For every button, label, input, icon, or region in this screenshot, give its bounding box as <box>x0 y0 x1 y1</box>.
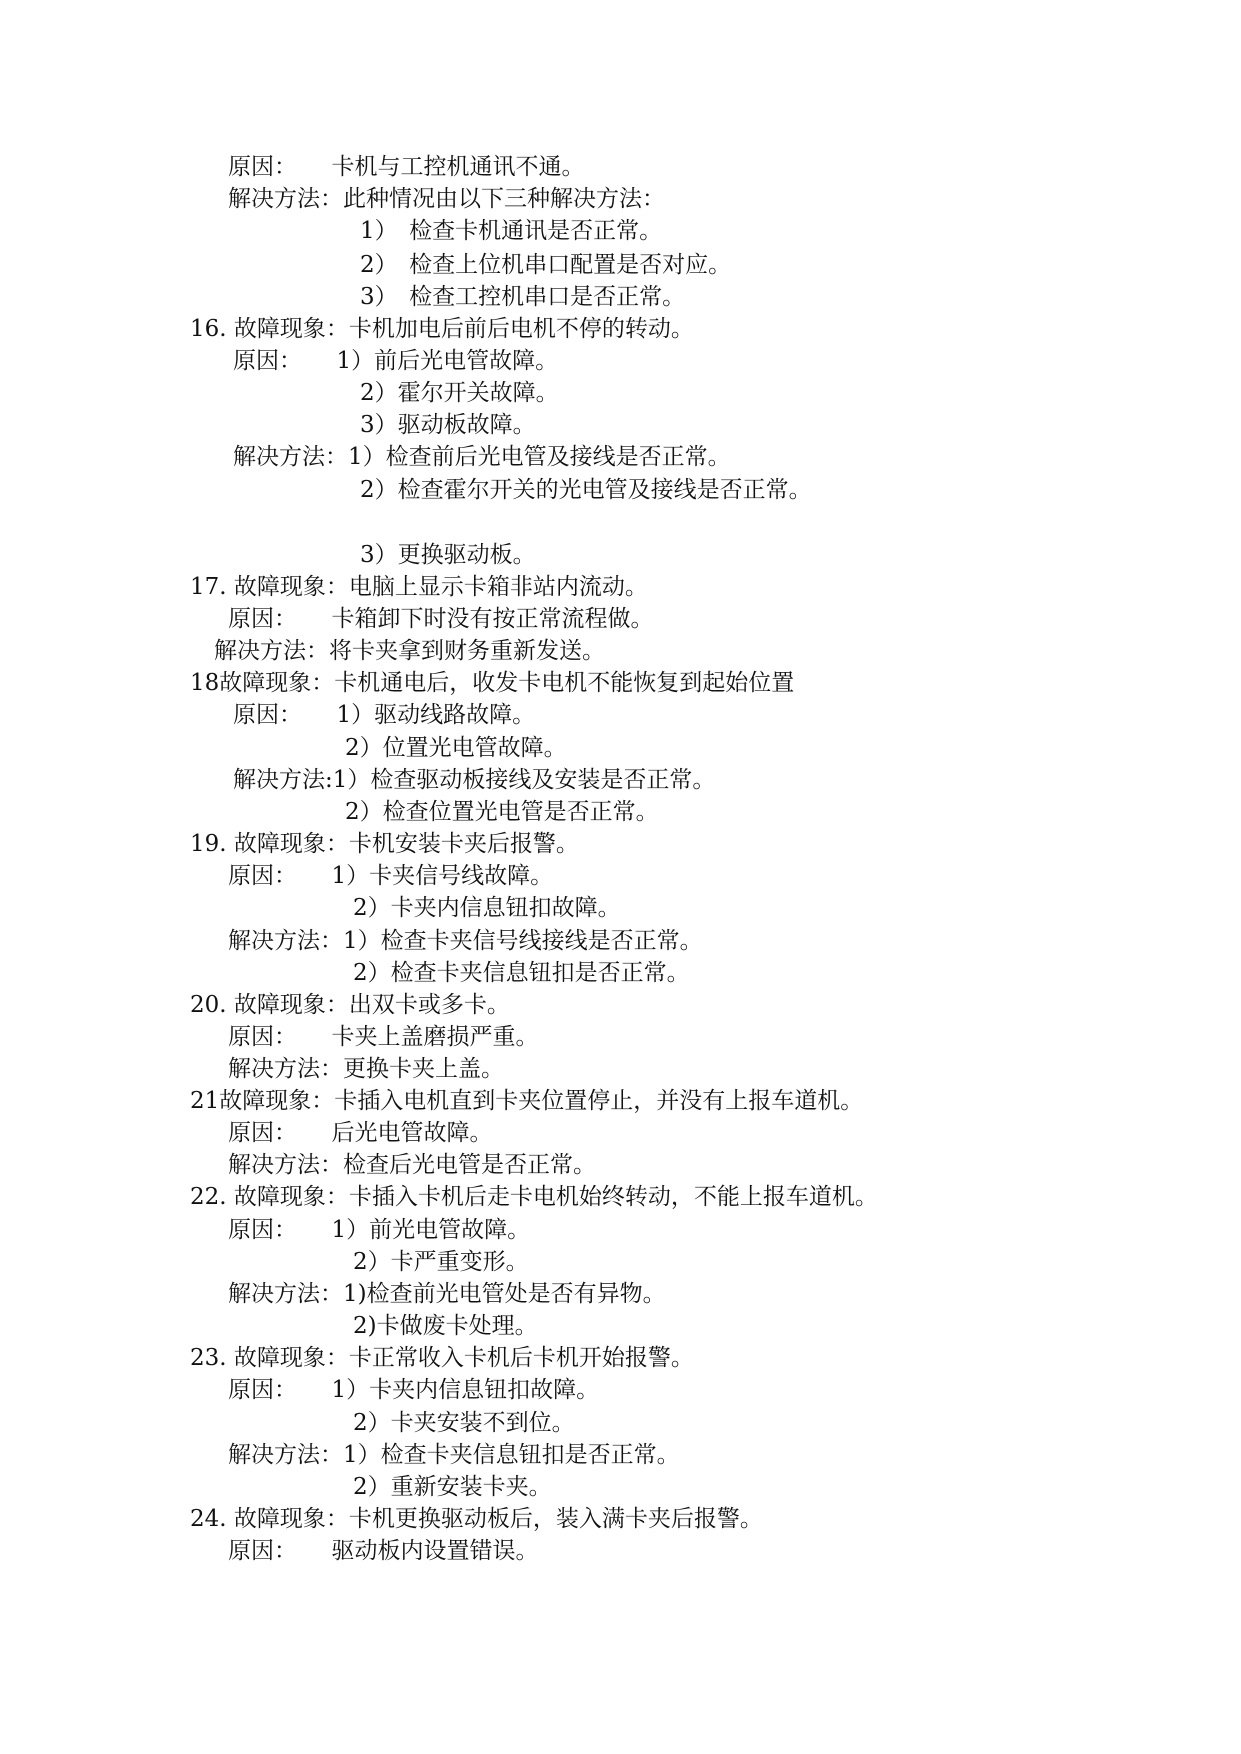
text-line: 原因： 卡夹上盖磨损严重。 <box>228 1024 539 1050</box>
text-line: 解决方法：1）检查前后光电管及接线是否正常。 <box>233 444 731 470</box>
text-line: 2）卡严重变形。 <box>353 1249 529 1275</box>
text-line: 解决方法：1）检查卡夹信号线接线是否正常。 <box>228 928 703 954</box>
text-line: 22. 故障现象：卡插入卡机后走卡电机始终转动，不能上报车道机。 <box>190 1184 878 1210</box>
text-line: 2）重新安装卡夹。 <box>353 1474 552 1500</box>
text-line: 3）驱动板故障。 <box>360 412 536 438</box>
text-line: 3） 检查工控机串口是否正常。 <box>360 284 686 310</box>
text-line: 原因： 卡箱卸下时没有按正常流程做。 <box>228 606 654 632</box>
text-line: 2）卡夹安装不到位。 <box>353 1410 575 1436</box>
text-line: 20. 故障现象：出双卡或多卡。 <box>190 992 510 1018</box>
text-line: 2）检查霍尔开关的光电管及接线是否正常。 <box>360 477 812 503</box>
text-line: 3）更换驱动板。 <box>360 542 536 568</box>
text-line: 1） 检查卡机通讯是否正常。 <box>360 218 663 244</box>
text-line: 原因： 卡机与工控机通讯不通。 <box>228 154 585 180</box>
text-line: 2） 检查上位机串口配置是否对应。 <box>360 252 732 278</box>
text-line: 2）霍尔开关故障。 <box>360 380 559 406</box>
text-line: 21故障现象：卡插入电机直到卡夹位置停止，并没有上报车道机。 <box>190 1088 864 1114</box>
text-line: 原因： 驱动板内设置错误。 <box>228 1538 539 1564</box>
text-line: 2）卡夹内信息钮扣故障。 <box>353 895 621 921</box>
text-line: 2）检查卡夹信息钮扣是否正常。 <box>353 960 690 986</box>
text-line: 2）检查位置光电管是否正常。 <box>345 799 659 825</box>
text-line: 2)卡做废卡处理。 <box>353 1313 538 1339</box>
text-line: 23. 故障现象：卡正常收入卡机后卡机开始报警。 <box>190 1345 694 1371</box>
text-line: 解决方法：检查后光电管是否正常。 <box>228 1152 596 1178</box>
text-line: 解决方法：1)检查前光电管处是否有异物。 <box>228 1281 666 1307</box>
text-line: 18故障现象：卡机通电后，收发卡电机不能恢复到起始位置 <box>190 670 795 696</box>
text-line: 解决方法：将卡夹拿到财务重新发送。 <box>214 638 605 664</box>
text-line: 17. 故障现象：电脑上显示卡箱非站内流动。 <box>190 574 648 600</box>
text-line: 原因： 1）卡夹信号线故障。 <box>228 863 554 889</box>
text-line: 24. 故障现象：卡机更换驱动板后，装入满卡夹后报警。 <box>190 1506 763 1532</box>
text-line: 原因： 后光电管故障。 <box>228 1120 493 1146</box>
text-line: 2）位置光电管故障。 <box>345 735 567 761</box>
text-line: 原因： 1）前光电管故障。 <box>228 1217 531 1243</box>
text-line: 解决方法：此种情况由以下三种解决方法： <box>228 186 665 212</box>
text-line: 解决方法:1）检查驱动板接线及安装是否正常。 <box>233 767 716 793</box>
text-line: 原因： 1）卡夹内信息钮扣故障。 <box>228 1377 600 1403</box>
text-line: 解决方法：更换卡夹上盖。 <box>228 1056 504 1082</box>
text-line: 原因： 1）驱动线路故障。 <box>233 702 536 728</box>
text-line: 解决方法：1）检查卡夹信息钮扣是否正常。 <box>228 1442 680 1468</box>
text-line: 19. 故障现象：卡机安装卡夹后报警。 <box>190 831 579 857</box>
text-line: 16. 故障现象：卡机加电后前后电机不停的转动。 <box>190 316 694 342</box>
text-line: 原因： 1）前后光电管故障。 <box>233 348 559 374</box>
